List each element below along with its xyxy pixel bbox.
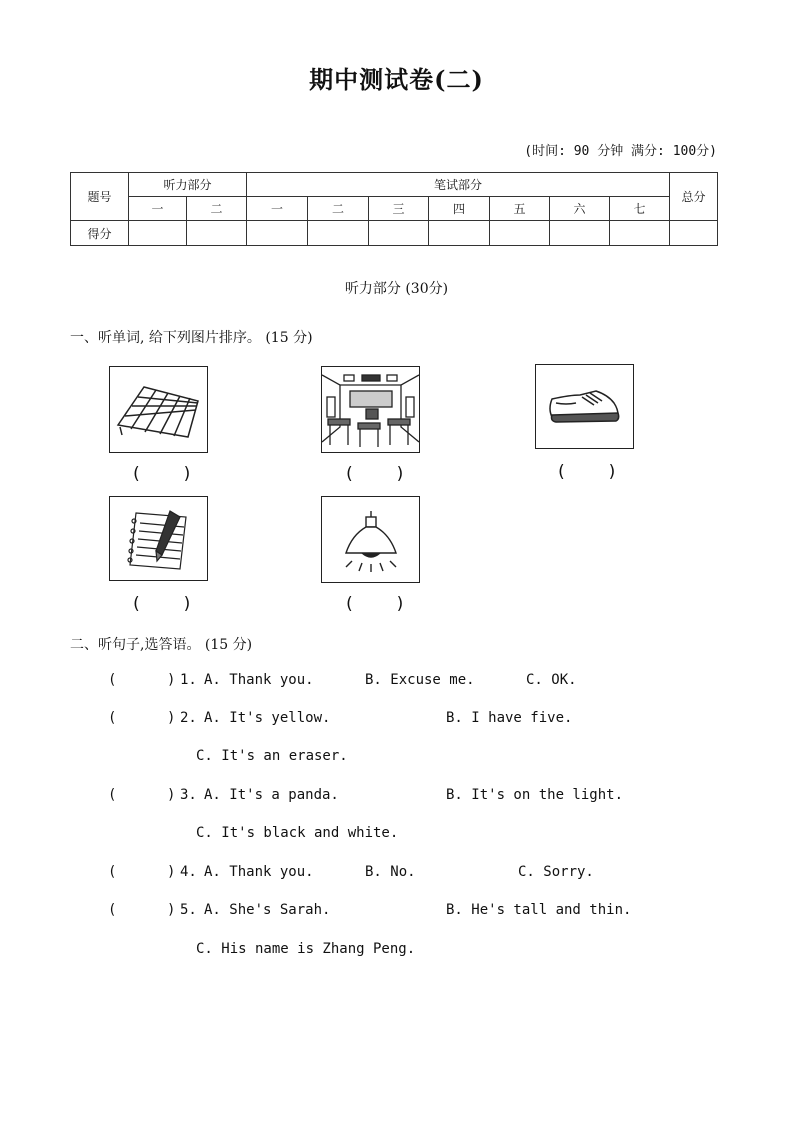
picture-1	[109, 366, 208, 453]
page-title: 期中测试卷(二)	[309, 65, 484, 94]
option-a: A. She's Sarah.	[204, 902, 331, 918]
section2-heading: 二、听句子,选答语。 (15 分)	[70, 637, 253, 653]
listen-col: 二	[187, 197, 247, 221]
option-c: C. His name is Zhang Peng.	[196, 941, 416, 957]
score-cell[interactable]	[490, 221, 550, 246]
option-a: A. Thank you.	[204, 864, 314, 880]
listen-col: 一	[129, 197, 187, 221]
score-cell[interactable]	[550, 221, 610, 246]
option-c: C. It's black and white.	[196, 825, 399, 841]
option-b: B. Excuse me.	[365, 672, 475, 688]
picture-5	[321, 496, 420, 583]
total-header: 总分	[670, 173, 718, 221]
picture-5-answer[interactable]: ( )	[344, 594, 406, 614]
answer-paren[interactable]: ( )	[108, 787, 176, 803]
write-col: 六	[550, 197, 610, 221]
item-number: 2.	[180, 710, 197, 726]
option-b: B. I have five.	[446, 710, 573, 726]
notebook-pen-icon	[110, 497, 207, 580]
option-c: C. OK.	[526, 672, 577, 688]
write-col: 五	[490, 197, 550, 221]
option-b: B. He's tall and thin.	[446, 902, 632, 918]
option-a: A. It's a panda.	[204, 787, 339, 803]
score-cell[interactable]	[247, 221, 308, 246]
option-c: C. It's an eraser.	[196, 748, 348, 764]
row-label: 题号	[71, 173, 129, 221]
listening-section-header: 听力部分 (30分)	[344, 281, 449, 297]
listening-header: 听力部分	[129, 173, 247, 197]
exam-meta: (时间: 90 分钟 满分: 100分)	[524, 144, 717, 159]
section1-heading: 一、听单词, 给下列图片排序。 (15 分)	[70, 330, 313, 346]
write-col: 三	[369, 197, 429, 221]
answer-paren[interactable]: ( )	[108, 710, 176, 726]
item-number: 4.	[180, 864, 197, 880]
option-a: A. Thank you.	[204, 672, 314, 688]
answer-paren[interactable]: ( )	[108, 672, 176, 688]
option-b: B. It's on the light.	[446, 787, 624, 803]
score-cell[interactable]	[429, 221, 490, 246]
score-table	[70, 172, 718, 246]
picture-1-answer[interactable]: ( )	[131, 464, 193, 484]
item-number: 5.	[180, 902, 197, 918]
picture-4-answer[interactable]: ( )	[131, 594, 193, 614]
floor-grid-icon	[110, 367, 207, 452]
option-b: B. No.	[365, 864, 416, 880]
classroom-icon	[322, 367, 419, 452]
option-a: A. It's yellow.	[204, 710, 331, 726]
score-cell[interactable]	[610, 221, 670, 246]
picture-3-answer[interactable]: ( )	[556, 462, 618, 482]
picture-4	[109, 496, 208, 581]
write-col: 七	[610, 197, 670, 221]
write-col: 二	[308, 197, 369, 221]
lamp-icon	[322, 497, 419, 582]
score-label: 得分	[71, 221, 129, 246]
writing-header: 笔试部分	[247, 173, 670, 197]
shoe-icon	[536, 365, 633, 448]
picture-2	[321, 366, 420, 453]
write-col: 一	[247, 197, 308, 221]
score-cell[interactable]	[369, 221, 429, 246]
picture-3	[535, 364, 634, 449]
score-cell[interactable]	[308, 221, 369, 246]
answer-paren[interactable]: ( )	[108, 864, 176, 880]
picture-2-answer[interactable]: ( )	[344, 464, 406, 484]
score-cell[interactable]	[129, 221, 187, 246]
write-col: 四	[429, 197, 490, 221]
item-number: 1.	[180, 672, 197, 688]
item-number: 3.	[180, 787, 197, 803]
score-cell[interactable]	[670, 221, 718, 246]
answer-paren[interactable]: ( )	[108, 902, 176, 918]
score-cell[interactable]	[187, 221, 247, 246]
option-c: C. Sorry.	[518, 864, 594, 880]
